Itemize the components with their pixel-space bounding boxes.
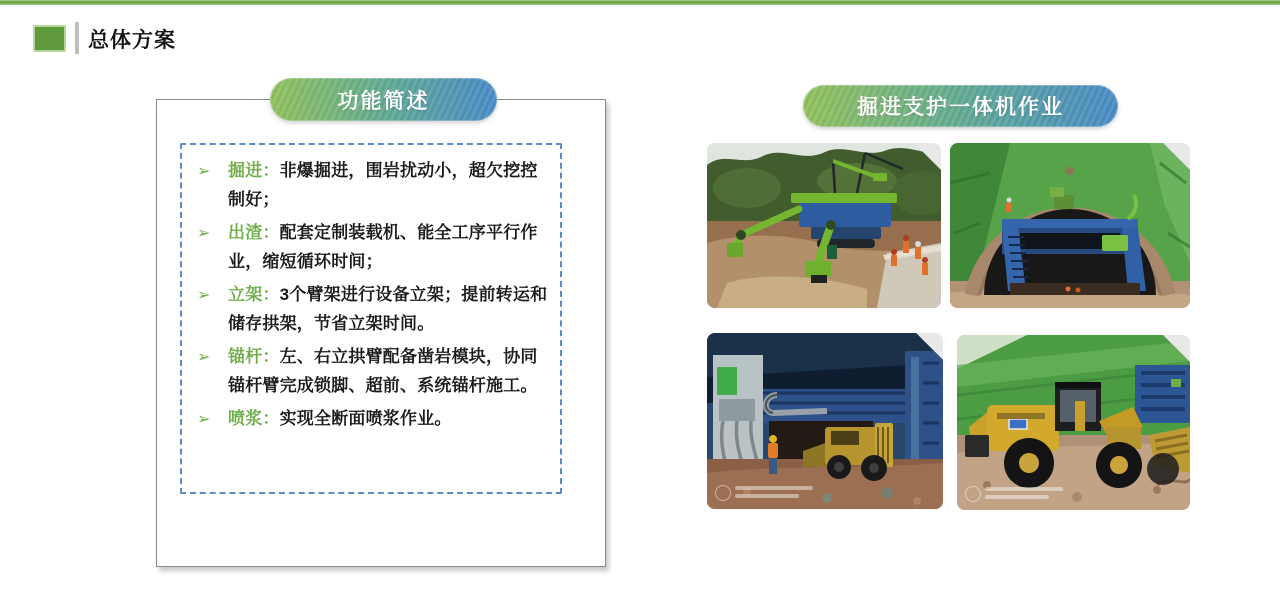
function-banner: 功能简述	[270, 78, 497, 121]
bullet-keyword: 掘进：	[228, 161, 280, 180]
arrow-bullet-icon: ➢	[197, 411, 211, 429]
photos-banner: 掘进支护一体机作业	[803, 85, 1118, 127]
bullet-description: 非爆掘进，围岩扰动小，超欠挖控制好；	[228, 161, 538, 209]
arrow-bullet-icon: ➢	[197, 163, 211, 180]
bullet-keyword: 立架：	[228, 285, 280, 305]
bullet-description: 实现全断面喷浆作业。	[279, 409, 452, 429]
photo-wheel-loader	[957, 335, 1190, 510]
photo-tunnel-portal	[950, 143, 1190, 308]
bullet-description: 左、右立拱臂配备凿岩模块，协同锚杆臂完成锁脚、超前、系统锚杆施工。	[228, 347, 538, 395]
bullet-item	[194, 405, 552, 434]
photo-rig-outdoor	[707, 143, 941, 308]
title-square-icon	[33, 25, 66, 52]
title-divider	[75, 22, 79, 54]
bullet-keyword: 锚杆：	[228, 347, 280, 367]
bullet-text	[228, 219, 552, 276]
arrow-bullet-icon: ➢	[197, 287, 211, 305]
bullet-keyword: 出渣：	[228, 223, 280, 243]
function-panel	[156, 99, 606, 567]
bullet-text	[228, 405, 452, 434]
bullet-text	[228, 343, 552, 400]
arrow-bullet-icon: ➢	[197, 225, 211, 243]
function-bullet-list	[180, 143, 562, 494]
bullet-keyword: 喷浆：	[228, 409, 280, 429]
bullet-item	[194, 219, 552, 276]
photo-tunnel-portal-art	[950, 143, 1190, 308]
photo-tunnel-interior-art	[707, 333, 943, 509]
bullet-text	[228, 281, 552, 338]
photo-rig-outdoor-art	[707, 143, 941, 308]
top-accent-line	[0, 0, 1280, 5]
bullet-item	[194, 281, 552, 338]
page-title: 总体方案	[88, 29, 176, 52]
bullet-description: 配套定制装载机、能全工序平行作业，缩短循环时间；	[228, 223, 538, 271]
photo-wheel-loader-art	[957, 335, 1190, 510]
arrow-bullet-icon: ➢	[197, 349, 211, 367]
bullet-text	[228, 157, 552, 214]
bullet-description: 3个臂架进行设备立架；提前转运和储存拱架，节省立架时间。	[228, 285, 548, 333]
bullet-item	[194, 343, 552, 400]
bullet-item	[194, 157, 552, 214]
photo-tunnel-interior-loader	[707, 333, 943, 509]
